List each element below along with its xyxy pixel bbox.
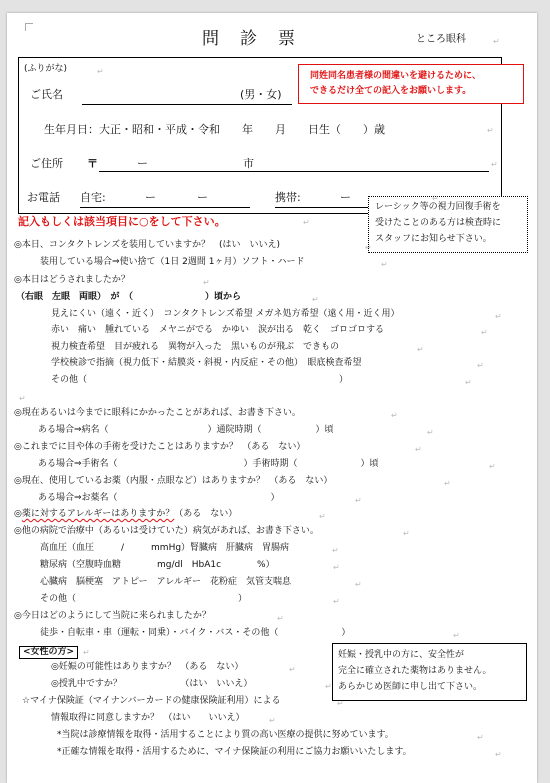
return-mark: ↵ xyxy=(495,750,502,759)
duplicate-name-note-line-2: できるだけ全ての記入をお願いします。 xyxy=(310,86,472,96)
q-breastfeeding[interactable]: ◎授乳中ですか？ （はい いいえ） xyxy=(51,679,253,689)
symptoms-line-4[interactable]: 学校検診で指摘（視力低下・結膜炎・斜視・内反症・その他） 眼底検査希望 xyxy=(51,358,362,368)
name-label: ご氏名 xyxy=(30,88,63,101)
home-phone-dash-2: ー xyxy=(197,191,208,204)
postal-mark: 〒 xyxy=(87,157,98,170)
return-mark: ↵ xyxy=(427,428,434,437)
symptoms-line-3[interactable]: 視力検査希望 目が疲れる 異物が入った 黒いものが飛ぶ できもの xyxy=(51,342,340,352)
pregnancy-note-line-3: あらかじめ医師に申し出て下さい。 xyxy=(338,682,483,692)
pregnancy-note-line-2: 完全に確立された薬物はありません。 xyxy=(338,666,492,676)
return-mark: ↵ xyxy=(444,479,451,488)
clinic-name: ところ眼科 xyxy=(416,34,466,45)
return-mark: ↵ xyxy=(333,597,340,606)
women-section-label: <女性の方> xyxy=(19,646,78,659)
return-mark: ↵ xyxy=(489,462,496,471)
name-field-line[interactable] xyxy=(82,104,292,105)
q-pregnancy[interactable]: ◎妊娠の可能性はありますか？ （ある ない） xyxy=(51,662,244,672)
home-phone-label: 自宅: xyxy=(80,191,106,204)
mynumber-card-heading: ☆マイナ保険証（マイナンバーカードの健康保険証利用）による xyxy=(22,696,281,706)
return-mark: ↵ xyxy=(325,682,332,691)
q-surgery-detail[interactable]: ある場合⇒手術名（ ）手術時期（ ）頃 xyxy=(38,459,379,469)
return-mark: ↵ xyxy=(83,648,90,657)
duplicate-name-note-line-1: 同姓同名患者様の間違いを避けるために、 xyxy=(310,71,482,81)
fill-instruction: 記入もしくは該当項目に○をして下さい。 xyxy=(18,215,226,228)
return-mark: ↵ xyxy=(491,160,498,169)
birthdate-field[interactable]: 生年月日：大正・昭和・平成・令和 年 月 日生（ ）歳 xyxy=(44,123,385,136)
return-mark: ↵ xyxy=(19,394,26,403)
return-mark: ↵ xyxy=(432,194,439,203)
address-field-line[interactable] xyxy=(99,171,489,172)
document-page xyxy=(7,13,537,783)
return-mark: ↵ xyxy=(403,529,410,538)
mynumber-note-2: *正確な情報を取得・活用するために、マイナ保険証の利用にご協力お願いいたします。 xyxy=(57,747,412,757)
lasik-note-line-2: 受けたことのある方は検査時に xyxy=(375,218,502,228)
return-mark: ↵ xyxy=(493,37,500,46)
q-transport: ◎今日はどのようにして当院に来られましたか？ xyxy=(14,611,211,621)
sex-choice[interactable]: (男・女) xyxy=(240,88,282,101)
lasik-note-line-1: レーシック等の視力回復手術を xyxy=(375,202,501,212)
postal-dash: ー xyxy=(137,157,148,170)
return-mark: ↵ xyxy=(337,699,344,708)
return-mark: ↵ xyxy=(333,563,340,572)
q-medication-detail[interactable]: ある場合⇒お薬名（ ） xyxy=(38,493,280,503)
mobile-phone-dash-1: ー xyxy=(340,191,351,204)
return-mark: ↵ xyxy=(365,243,372,252)
q-mynumber-consent[interactable]: 情報取得に同意しますか？ （はい いいえ） xyxy=(51,713,245,723)
symptoms-other[interactable]: その他（ ） xyxy=(51,375,349,385)
symptoms-line-2[interactable]: 赤い 痛い 腫れている メヤニがでる かゆい 涙が出る 乾く ゴロゴロする xyxy=(51,325,385,335)
return-mark: ↵ xyxy=(277,614,284,623)
q-drug-allergy-text: 薬に対するアレルギーはありますか？ xyxy=(21,509,175,519)
home-phone-field-line[interactable] xyxy=(80,207,250,208)
return-mark: ↵ xyxy=(355,496,362,505)
phone-label: お電話 xyxy=(27,191,60,204)
lasik-note-line-3: スタッフにお知らせ下さい。 xyxy=(375,234,492,244)
q-drug-allergy-prefix: ◎ xyxy=(14,509,22,519)
return-mark: ↵ xyxy=(355,580,362,589)
q-contact-lens[interactable]: ◎本日、コンタクトレンズを装用していますか？ (はい いいえ) xyxy=(14,240,281,250)
q-drug-allergy[interactable] xyxy=(14,510,237,519)
return-mark: ↵ xyxy=(453,631,460,640)
return-mark: ↵ xyxy=(481,328,488,337)
address-label: ご住所 xyxy=(30,157,63,170)
disease-line-2[interactable]: 糖尿病（空腹時血糖 mg/dl HbA1c %） xyxy=(40,560,275,570)
return-mark: ↵ xyxy=(303,218,310,227)
return-mark: ↵ xyxy=(495,312,502,321)
return-mark: ↵ xyxy=(289,665,296,674)
q-transport-options[interactable]: 徒歩・自転車・車（運転・同乗）・バイク・バス・その他（ ） xyxy=(40,628,351,638)
return-mark: ↵ xyxy=(487,126,494,135)
return-mark: ↵ xyxy=(203,278,210,287)
q-medication[interactable]: ◎現在、使用しているお薬（内服・点眼など）はありますか？ （ある ない） xyxy=(14,476,333,486)
return-mark: ↵ xyxy=(97,67,104,76)
q-drug-allergy-choice[interactable]: （ある ない） xyxy=(174,509,238,519)
q-contact-lens-type[interactable]: 装用している場合⇒使い捨て（1日 2週間 1ヶ月）ソフト・ハード xyxy=(40,257,305,267)
return-mark: ↵ xyxy=(465,378,472,387)
q-todays-complaint: ◎本日はどうされましたか？ xyxy=(14,275,130,285)
disease-line-1[interactable]: 高血圧（血圧 / mmHg）腎臓病 肝臓病 胃腸病 xyxy=(40,543,290,553)
return-mark: ↵ xyxy=(332,546,339,555)
mynumber-note-1: *当院は診療情報を取得・活用することにより質の高い医療の提供に努めています。 xyxy=(57,730,394,740)
q-other-disease: ◎他の病院で治療中（あるいは受けていた）病気があれば、お書き下さい。 xyxy=(14,526,319,536)
duplicate-name-note xyxy=(298,64,524,104)
q-surgery[interactable]: ◎これまでに目や体の手術を受けたことはありますか？ （ある ない） xyxy=(14,442,306,452)
return-mark: ↵ xyxy=(319,512,326,521)
pregnancy-note-line-1: 妊娠・授乳中の方に、安全性が xyxy=(338,650,465,660)
return-mark: ↵ xyxy=(381,260,388,269)
page-title: 問 診 票 xyxy=(202,29,297,49)
lasik-note xyxy=(368,196,528,253)
return-mark: ↵ xyxy=(391,411,398,420)
return-mark: ↵ xyxy=(312,295,319,304)
return-mark: ↵ xyxy=(417,345,424,354)
home-phone-dash-1: ー xyxy=(145,191,156,204)
corner-mark xyxy=(25,23,33,31)
return-mark: ↵ xyxy=(477,733,484,742)
return-mark: ↵ xyxy=(415,445,422,454)
mobile-phone-label: 携帯: xyxy=(275,191,301,204)
q-eye-side-onset[interactable]: （右眼 左眼 両眼） が （ ）頃から xyxy=(16,292,242,302)
symptoms-line-1[interactable]: 見えにくい（遠く・近く） コンタクトレンズ希望 メガネ処方希望（遠く用・近く用） xyxy=(51,309,400,319)
disease-line-3[interactable]: 心臓病 脳梗塞 アトピー アレルギー 花粉症 気管支喘息 xyxy=(40,577,292,587)
city-label: 市 xyxy=(243,157,254,170)
furigana-label: (ふりがな) xyxy=(24,64,68,74)
disease-other[interactable]: その他（ ） xyxy=(40,594,248,604)
return-mark: ↵ xyxy=(477,361,484,370)
q-eye-history-detail[interactable]: ある場合⇒病名（ ）通院時期（ ）頃 xyxy=(38,425,334,435)
pregnancy-note xyxy=(332,643,527,701)
q-eye-history: ◎現在あるいは今までに眼科にかかったことがあれば、お書き下さい。 xyxy=(14,408,301,418)
return-mark: ↵ xyxy=(269,716,276,725)
